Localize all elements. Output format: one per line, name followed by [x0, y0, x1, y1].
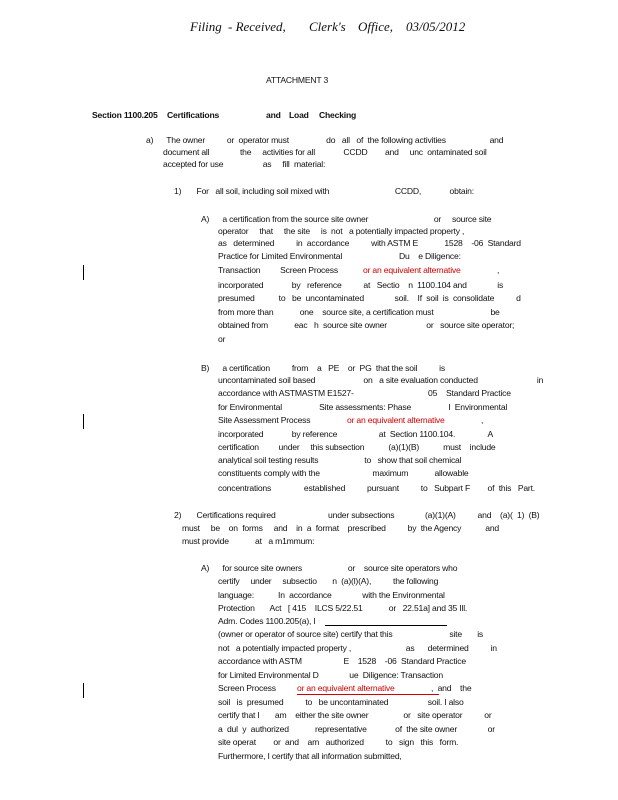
text-line: language: In accordance with the Environmental	[218, 590, 445, 600]
text-line: certification under this subsection (a)(1)(B) must include	[218, 442, 496, 452]
signature-blank-line	[325, 625, 447, 626]
text-line: soil is presumed to be uncontaminated soil. I also	[218, 697, 464, 707]
header-filing: Filing	[190, 19, 222, 34]
text-line: 2) Certifications required under subsections (a)(1)(A) and (a)( 1) (B)	[174, 510, 540, 520]
text-line: must provide at a m1mmum:	[182, 536, 315, 546]
text-line: certify under subsectio n (a)(l)(A), the following	[218, 576, 439, 586]
section-title-certifications: Certifications	[167, 110, 220, 120]
revision-bar	[83, 414, 84, 429]
text-line: ,	[497, 265, 500, 275]
text-line: obtained from eac h source site owner or source site operator;	[218, 320, 515, 330]
section-number: Section 1100.205	[92, 110, 158, 120]
text-line: accordance with ASTM E 1528 -06 Standard Practice	[218, 656, 466, 666]
text-line: a dul y authorized representative of the site owner or	[218, 724, 495, 734]
attachment-title: ATTACHMENT 3	[266, 75, 329, 85]
text-line: uncontaminated soil based on a site evaluation conducted in	[218, 375, 544, 385]
text-line: Screen Process	[218, 683, 276, 693]
section-title-and: and	[266, 110, 281, 120]
text-line: Site Assessment Process	[218, 415, 311, 425]
revision-bar	[83, 265, 84, 280]
text-line: for Limited Environmental D ue Diligence: Transaction	[218, 670, 443, 680]
text-line: presumed to be uncontaminated soil. If soil is consolidate d	[218, 293, 521, 303]
amendment-text: or an equivalent alternative	[347, 415, 445, 425]
text-line: Furthermore, I certify that all information submitted,	[218, 751, 402, 761]
text-line: A) for source site owners or source site operators who	[201, 563, 458, 573]
text-line: analytical soil testing results to show that soil chemical	[218, 455, 462, 465]
text-line: a) The owner or operator must do all of the following activities and	[146, 135, 504, 145]
section-title-load: Load	[289, 110, 309, 120]
text-line: (owner or operator of source site) certify that this site is	[218, 629, 484, 639]
text-line: from more than one source site, a certification must be	[218, 307, 500, 317]
text-line: ,	[481, 415, 484, 425]
text-line: Protection Act [ 415 ILCS 5/22.51 or 22.51a] and 35 Ill.	[218, 603, 468, 613]
text-line: or	[218, 334, 226, 344]
header-date: 03/05/2012	[406, 19, 466, 34]
text-line: accordance with ASTMASTM E1527- 05 Standard Practice	[218, 388, 511, 398]
text-line: 1) For all soil, including soil mixed with CCDD, obtain:	[174, 186, 474, 196]
text-line: must be on forms and in a format prescribed by the Agency and	[182, 523, 500, 533]
text-line: constituents comply with the maximum allowable	[218, 468, 469, 478]
text-line: Transaction Screen Process	[218, 265, 338, 275]
section-title-checking: Checking	[319, 110, 357, 120]
revision-bar	[83, 683, 84, 698]
text-line: B) a certification from a PE or PG that the soil is	[201, 363, 445, 373]
amendment-text: or an equivalent alternative	[297, 684, 439, 695]
amendment-text: or an equivalent alternative	[363, 265, 461, 275]
text-line: for Environmental Site assessments: Phase I Environmental	[218, 402, 508, 412]
text-line: certify that I am either the site owner or site operator or	[218, 710, 492, 720]
header-received: - Received,	[228, 19, 286, 34]
text-line: Practice for Limited Environmental Du e Diligence:	[218, 251, 461, 261]
text-line: not a potentially impacted property , as determined in	[218, 643, 497, 653]
text-line: document all the activities for all CCDD and unc ontaminated soil	[163, 147, 487, 157]
text-line: incorporated by reference at Sectio n 1100.104 and is	[218, 280, 504, 290]
text-line: operator that the site is not a potentially impacted property ,	[218, 226, 465, 236]
text-line: Adm. Codes 1100.205(a), I	[218, 616, 316, 626]
header-office: Office,	[358, 19, 394, 34]
text-line: concentrations established pursuant to Subpart F of this Part.	[218, 483, 535, 493]
text-line: site operat or and am authorized to sign this form.	[218, 737, 459, 747]
text-line: as determined in accordance with ASTM E 1528 -06 Standard	[218, 238, 521, 248]
text-line: accepted for use as fill material:	[163, 159, 326, 169]
header-clerks: Clerk's	[309, 19, 346, 34]
text-line: A) a certification from the source site owner or source site	[201, 214, 492, 224]
text-line: incorporated by reference at Section 1100.104. A	[218, 429, 494, 439]
text-line: , and the	[431, 683, 472, 693]
